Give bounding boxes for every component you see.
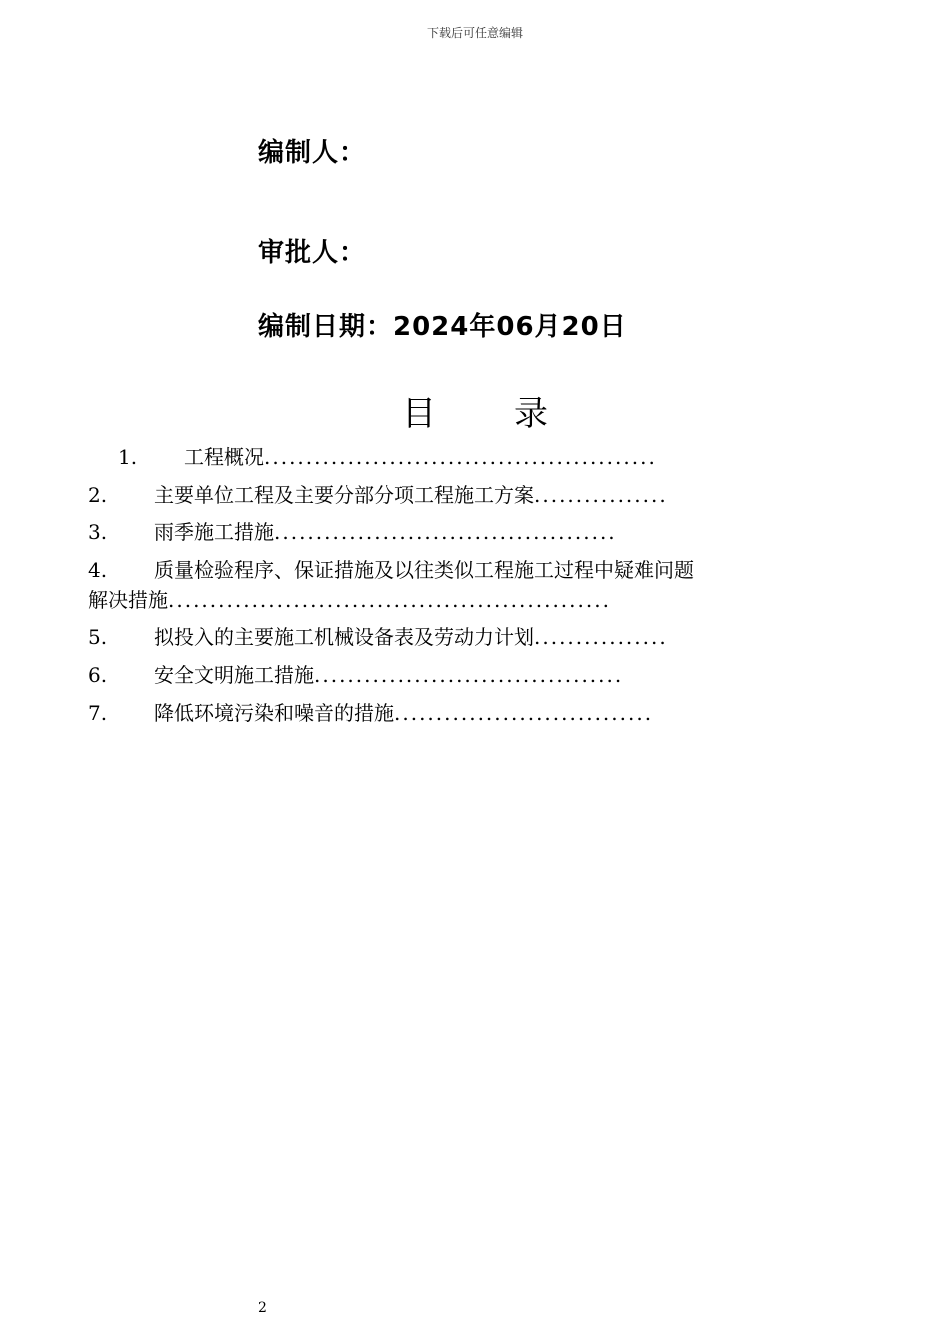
toc-item-number: 5.: [88, 625, 108, 649]
page-number: 2: [258, 1300, 267, 1316]
toc-item[interactable]: [88, 622, 808, 652]
toc-item-label-continuation: 解决措施: [88, 588, 168, 612]
toc-item[interactable]: [88, 517, 808, 547]
toc-item-label: 拟投入的主要施工机械设备表及劳动力计划: [154, 625, 534, 649]
toc-item-number: 2.: [88, 483, 108, 507]
toc-item[interactable]: [88, 480, 808, 510]
toc-item-label: 安全文明施工措施: [154, 663, 314, 687]
toc-item[interactable]: [88, 698, 808, 728]
toc-item-number: 1.: [118, 445, 138, 469]
approver-label: 审批人：: [258, 238, 367, 268]
toc-item[interactable]: [88, 660, 808, 690]
toc-item-leader: .........................................: [274, 520, 617, 544]
toc-item-leader: ................: [534, 625, 668, 649]
toc-item-leader: .....................................: [314, 663, 624, 687]
toc-item-leader: ...............................: [394, 701, 654, 725]
toc-item-leader: ...............................................: [264, 445, 657, 469]
header-note: 下载后可任意编辑: [426, 26, 523, 40]
toc-item-label: 雨季施工措施: [154, 520, 274, 544]
toc-item-label: 主要单位工程及主要分部分项工程施工方案: [154, 483, 534, 507]
toc-item-number: 4.: [88, 558, 108, 582]
toc-item[interactable]: [88, 555, 808, 585]
toc-item-label: 降低环境污染和噪音的措施: [154, 701, 394, 725]
toc-title: 目录: [402, 394, 626, 434]
toc-item-label: 工程概况: [184, 445, 264, 469]
toc-item-number: 6.: [88, 663, 108, 687]
toc-item-leader: ................: [534, 483, 668, 507]
compiler-label: 编制人：: [258, 138, 367, 168]
toc-item-number: 3.: [88, 520, 108, 544]
toc-item-number: 7.: [88, 701, 108, 725]
compile-date-label: 编制日期：2024年06月20日: [258, 312, 627, 342]
toc-item-continuation[interactable]: [88, 585, 808, 615]
toc-item-leader: .....................................................: [168, 588, 611, 612]
toc-item[interactable]: [118, 442, 838, 472]
toc-item-label: 质量检验程序、保证措施及以往类似工程施工过程中疑难问题: [154, 558, 694, 582]
